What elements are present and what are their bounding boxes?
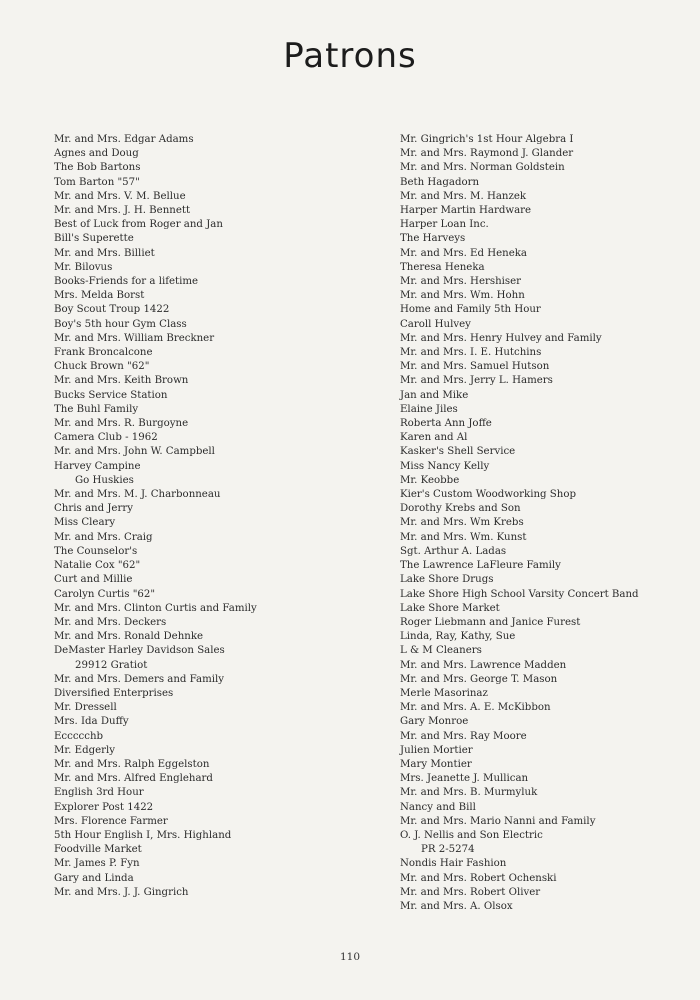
patron-entry: Mr. James P. Fyn (54, 858, 140, 870)
patron-list-right (400, 133, 639, 914)
patron-entry: The Lawrence LaFleure Family (400, 560, 561, 572)
patron-entry: Mr. and Mrs. A. E. McKibbon (400, 702, 551, 714)
patron-entry: Miss Nancy Kelly (400, 460, 490, 472)
patron-entry: Bill's Superette (54, 233, 134, 245)
patron-entry: Diversified Enterprises (54, 687, 174, 699)
patron-entry: Mr. and Mrs. A. Olsox (400, 900, 513, 912)
patron-entry: Mrs. Florence Farmer (54, 815, 168, 827)
patron-entry: Mr. and Mrs. Craig (54, 531, 153, 543)
patron-entry: Karen and Al (400, 432, 468, 444)
patron-entry: Julien Mortier (400, 744, 473, 756)
patron-entry: Mr. Gingrich's 1st Hour Algebra I (400, 134, 574, 145)
patron-entry: Mrs. Melda Borst (54, 290, 145, 302)
patron-entry: Lake Shore Market (400, 602, 500, 614)
patron-entry: Lake Shore Drugs (400, 574, 494, 586)
patron-entry: Curt and Millie (54, 574, 133, 586)
patron-entry: Lake Shore High School Varsity Concert Band (400, 588, 639, 600)
patron-entry: Dorothy Krebs and Son (400, 503, 521, 515)
patron-entry: The Counselor's (54, 545, 138, 557)
patron-entry: Mr. and Mrs. Wm. Hohn (400, 290, 525, 302)
patron-entry: Mr. and Mrs. J. H. Bennett (54, 205, 191, 217)
patron-entry: Mr. Dressell (54, 702, 117, 714)
patron-entry: Mr. and Mrs. Clinton Curtis and Family (54, 602, 257, 614)
patron-entry: Boy's 5th hour Gym Class (54, 318, 187, 330)
patron-entry: Eccccchb (54, 730, 104, 742)
patron-entry: Foodville Market (54, 844, 142, 856)
patron-entry: Mr. and Mrs. Ray Moore (400, 730, 527, 742)
patron-entry: Caroll Hulvey (400, 318, 471, 330)
patron-entry: Harper Loan Inc. (400, 219, 489, 231)
patron-entry: Go Huskies (75, 474, 134, 486)
patron-entry: 5th Hour English I, Mrs. Highland (54, 829, 232, 841)
patron-entry: Mr. and Mrs. M. J. Charbonneau (54, 489, 221, 501)
page-title: Patrons (283, 36, 417, 76)
patron-entry: Harper Martin Hardware (400, 205, 532, 217)
patron-entry: Mr. and Mrs. Billiet (54, 247, 155, 259)
patron-entry: DeMaster Harley Davidson Sales (54, 645, 225, 657)
patron-entry: Mr. and Mrs. Ed Heneka (400, 247, 528, 259)
patron-entry: Mr. and Mrs. M. Hanzek (400, 190, 527, 202)
patron-entry: Mr. and Mrs. Hershiser (400, 276, 522, 288)
patron-entry: Bucks Service Station (54, 389, 168, 401)
patron-entry: Mrs. Jeanette J. Mullican (400, 773, 529, 785)
patron-entry: The Bob Bartons (54, 162, 141, 174)
patron-entry: Mr. and Mrs. Deckers (54, 616, 167, 628)
patron-entry: PR 2-5274 (421, 844, 475, 856)
patron-entry: Mr. and Mrs. Keith Brown (54, 375, 189, 387)
patron-entry: Roberta Ann Joffe (400, 418, 492, 430)
patron-entry: Kier's Custom Woodworking Shop (400, 489, 576, 501)
patron-entry: Mr. and Mrs. Jerry L. Hamers (400, 375, 553, 387)
patron-entry: Nondis Hair Fashion (400, 858, 507, 870)
patron-entry: 29912 Gratiot (75, 659, 148, 671)
patron-entry: Linda, Ray, Kathy, Sue (400, 631, 516, 643)
patron-entry: Chuck Brown "62" (54, 361, 150, 373)
patron-entry: L & M Cleaners (400, 645, 482, 657)
patron-entry: Tom Barton "57" (54, 176, 140, 188)
patron-entry: Best of Luck from Roger and Jan (54, 219, 223, 231)
patron-entry: Mr. and Mrs. Wm Krebs (400, 517, 524, 529)
patron-entry: The Harveys (400, 233, 466, 245)
patron-entry: The Buhl Family (54, 403, 139, 415)
patron-entry: Miss Cleary (54, 517, 116, 529)
patron-entry: Mr. and Mrs. Norman Goldstein (400, 162, 565, 174)
patron-entry: Mr. and Mrs. Alfred Englehard (54, 773, 213, 785)
patron-list-left (54, 133, 257, 900)
patron-entry: Mr. and Mrs. Demers and Family (54, 673, 225, 685)
patron-entry: Mr. and Mrs. Robert Ochenski (400, 872, 557, 884)
patron-entry: Natalie Cox "62" (54, 560, 141, 572)
patron-entry: Mr. and Mrs. Henry Hulvey and Family (400, 332, 602, 344)
patron-entry: Mr. and Mrs. R. Burgoyne (54, 418, 189, 430)
patron-entry: Kasker's Shell Service (400, 446, 516, 458)
patron-entry: English 3rd Hour (54, 787, 144, 799)
patron-entry: Nancy and Bill (400, 801, 476, 813)
patron-entry: Mr. Keobbe (400, 474, 460, 486)
patron-entry: Mr. and Mrs. Lawrence Madden (400, 659, 567, 671)
patron-entry: Mr. and Mrs. Ralph Eggelston (54, 758, 210, 770)
patron-entry: O. J. Nellis and Son Electric (400, 829, 543, 841)
patron-entry: Mr. Bilovus (54, 261, 113, 273)
patron-entry: Merle Masorinaz (400, 687, 488, 699)
patron-entry: Camera Club - 1962 (54, 432, 158, 444)
patron-entry: Mr. and Mrs. V. M. Bellue (54, 190, 186, 202)
patron-entry: Explorer Post 1422 (54, 801, 154, 813)
patron-entry: Mr. and Mrs. Samuel Hutson (400, 361, 550, 373)
patron-entry: Mr. and Mrs. B. Murmyluk (400, 787, 538, 799)
patron-entry: Frank Broncalcone (54, 347, 153, 359)
patron-entry: Jan and Mike (400, 389, 469, 401)
patron-entry: Mr. and Mrs. Ronald Dehnke (54, 631, 204, 643)
patron-entry: Mr. and Mrs. William Breckner (54, 332, 215, 344)
patron-entry: Mary Montier (400, 758, 472, 770)
patron-entry: Mr. and Mrs. Robert Oliver (400, 886, 541, 898)
patron-entry: Theresa Heneka (400, 261, 485, 273)
patron-entry: Mr. and Mrs. J. J. Gingrich (54, 886, 189, 898)
page-number: 110 (339, 951, 361, 963)
patron-entry: Gary Monroe (400, 716, 469, 728)
patron-entry: Elaine Jiles (400, 403, 458, 415)
patron-entry: Agnes and Doug (54, 148, 139, 160)
patron-entry: Boy Scout Troup 1422 (54, 304, 170, 316)
patron-entry: Mr. Edgerly (54, 744, 116, 756)
patron-entry: Mr. and Mrs. Edgar Adams (54, 134, 194, 145)
patron-entry: Mrs. Ida Duffy (54, 716, 129, 728)
patron-entry: Mr. and Mrs. John W. Campbell (54, 446, 215, 458)
patron-entry: Carolyn Curtis "62" (54, 588, 156, 600)
patron-entry: Mr. and Mrs. George T. Mason (400, 673, 558, 685)
patron-entry: Mr. and Mrs. I. E. Hutchins (400, 347, 542, 359)
patron-entry: Chris and Jerry (54, 503, 133, 515)
patron-entry: Mr. and Mrs. Wm. Kunst (400, 531, 527, 543)
patron-entry: Sgt. Arthur A. Ladas (400, 545, 507, 557)
patron-entry: Mr. and Mrs. Mario Nanni and Family (400, 815, 596, 827)
patron-entry: Home and Family 5th Hour (400, 304, 541, 316)
patron-entry: Harvey Campine (54, 460, 141, 472)
patron-entry: Gary and Linda (54, 872, 134, 884)
patron-entry: Beth Hagadorn (400, 176, 480, 188)
patron-entry: Mr. and Mrs. Raymond J. Glander (400, 148, 574, 160)
patron-entry: Roger Liebmann and Janice Furest (400, 616, 581, 628)
patron-entry: Books-Friends for a lifetime (54, 276, 199, 288)
